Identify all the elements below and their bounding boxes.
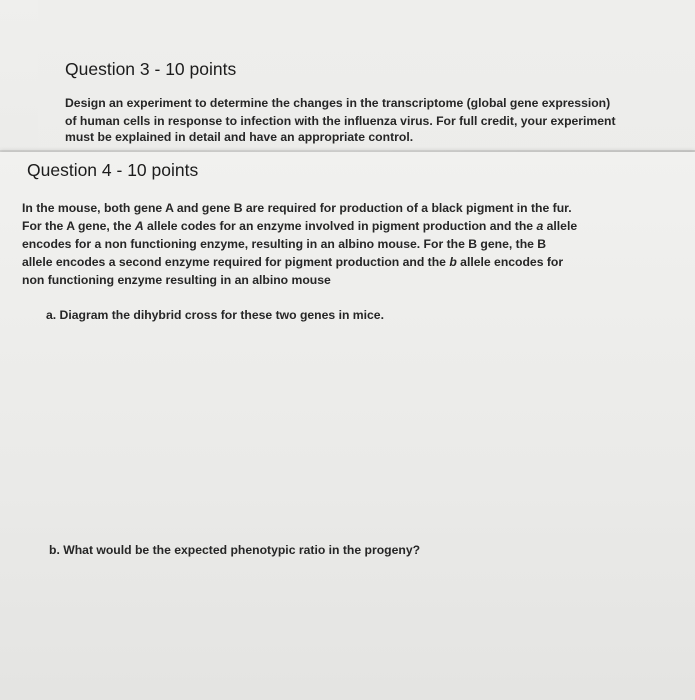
question-4-line-2-part-5: allele: [543, 219, 578, 233]
question-3-line-3: must be explained in detail and have an appropriate control.: [65, 130, 414, 144]
question-4-line-1: In the mouse, both gene A and gene B are required for production of a black pigment in the fur.: [22, 201, 572, 215]
question-4-title: Question 4 - 10 points: [27, 160, 199, 180]
question-4-line-4-part-1: allele encodes a second enzyme required for pigment production and the: [22, 255, 450, 269]
question-4-line-4-part-3: allele encodes for: [456, 255, 564, 269]
question-3-line-2: of human cells in response to infection with the influenza virus. For full credit, your experiment: [65, 114, 616, 128]
question-3-line-1: Design an experiment to determine the changes in the transcriptome (global gene expression): [65, 96, 611, 110]
question-4-line-4: [22, 253, 563, 272]
allele-b-italic: b: [449, 255, 457, 269]
question-4-line-3: encodes for a non functioning enzyme, resulting in an albino mouse. For the B gene, the B: [22, 237, 547, 251]
question-4-part-b: b. What would be the expected phenotypic ratio in the progeny?: [49, 543, 421, 557]
question-4-part-a: a. Diagram the dihybrid cross for these two genes in mice.: [46, 308, 384, 322]
question-4-line-2-part-1: For the A gene, the: [22, 219, 135, 233]
question-4-line-5: non functioning enzyme resulting in an albino mouse: [22, 273, 331, 287]
allele-A-italic: A: [134, 219, 144, 233]
allele-a-italic: a: [536, 219, 544, 233]
question-4-line-2: [22, 217, 577, 236]
question-4-line-2-part-3: allele codes for an enzyme involved in pigment production and the: [143, 219, 537, 233]
question-3-title: Question 3 - 10 points: [65, 59, 237, 79]
